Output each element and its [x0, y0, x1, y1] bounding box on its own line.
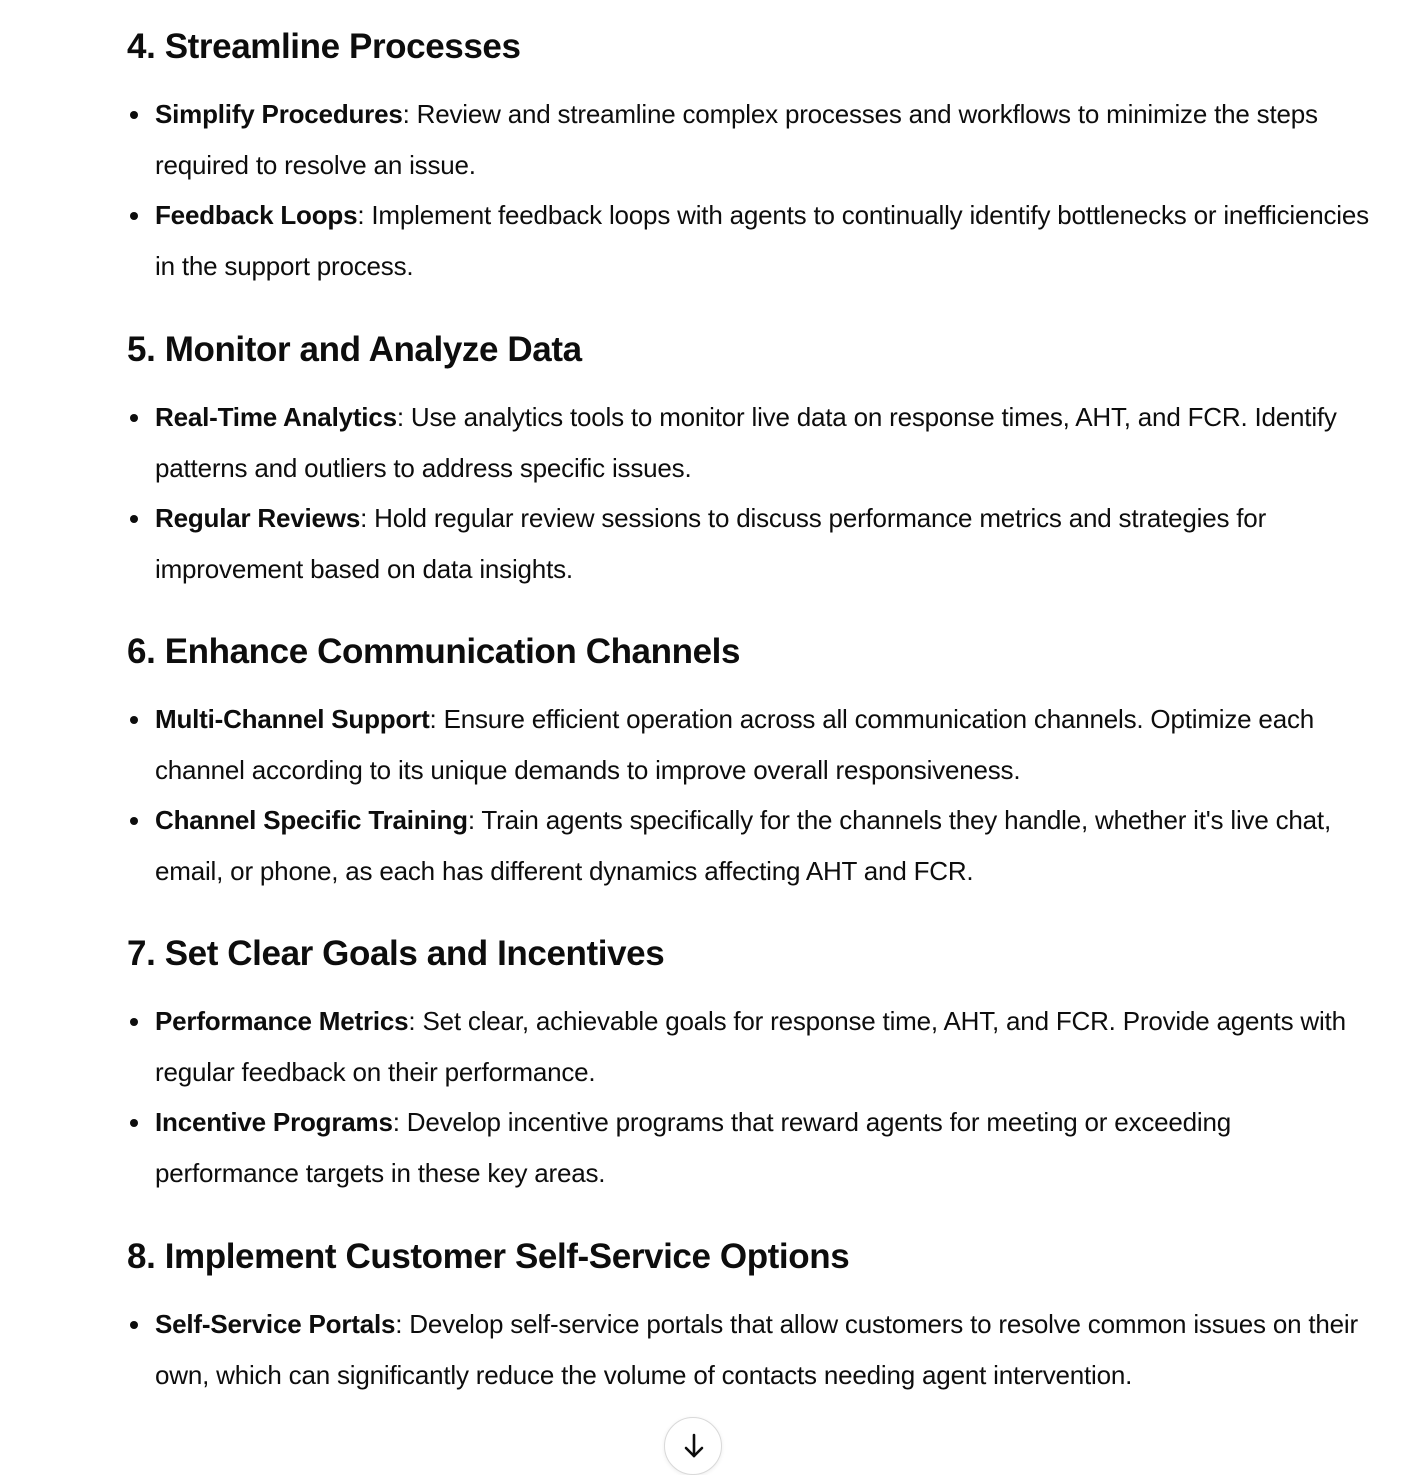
section-heading: 7. Set Clear Goals and Incentives: [127, 934, 665, 973]
bullet-dot: [130, 515, 138, 523]
bullet-dot: [130, 716, 138, 724]
item-text: : Ensure efficient operation across all communication channels. Optimize each channel according to its unique demands to improve overall responsiveness.: [155, 704, 1315, 785]
item-text: : Implement feedback loops with agents to continually identify bottlenecks or inefficiencies in the support process.: [155, 200, 1369, 281]
list-item: [127, 795, 1377, 896]
section-goals-incentives: [127, 931, 1377, 1198]
section-self-service: [127, 1234, 1377, 1400]
list-item: [127, 190, 1377, 291]
bullet-dot: [130, 414, 138, 422]
item-term: Self-Service Portals: [155, 1309, 396, 1339]
item-text: : Develop incentive programs that reward agents for meeting or exceeding performance targets in these key areas.: [155, 1107, 1231, 1188]
section-heading: 6. Enhance Communication Channels: [127, 632, 741, 671]
item-term: Incentive Programs: [155, 1107, 393, 1137]
bullet-list: [127, 392, 1377, 594]
item-term: Real-Time Analytics: [155, 402, 397, 432]
section-heading: 8. Implement Customer Self-Service Options: [127, 1237, 850, 1276]
item-term: Multi-Channel Support: [155, 704, 430, 734]
section-streamline-processes: [127, 24, 1377, 291]
item-text: : Use analytics tools to monitor live data on response times, AHT, and FCR. Identify patterns and outliers to address specific issues.: [155, 402, 1337, 483]
section-monitor-analyze-data: [127, 327, 1377, 594]
list-item: [127, 694, 1377, 795]
bullet-dot: [130, 1119, 138, 1127]
section-heading: 4. Streamline Processes: [127, 27, 521, 66]
bullet-dot: [130, 1018, 138, 1026]
item-text: : Develop self-service portals that allow customers to resolve common issues on their own, which can significantly reduce the volume of contacts needing agent intervention.: [155, 1309, 1358, 1390]
item-text: : Train agents specifically for the channels they handle, whether it's live chat, email, or phone, as each has different dynamics affecting AHT and FCR.: [155, 805, 1331, 886]
item-term: Feedback Loops: [155, 200, 358, 230]
item-text: : Set clear, achievable goals for response time, AHT, and FCR. Provide agents with regular feedback on their performance.: [155, 1006, 1346, 1087]
item-term: Performance Metrics: [155, 1006, 409, 1036]
bullet-dot: [130, 212, 138, 220]
section-enhance-communication: [127, 629, 1377, 896]
item-text: : Hold regular review sessions to discuss performance metrics and strategies for improvement based on data insights.: [155, 503, 1267, 584]
item-term: Simplify Procedures: [155, 99, 403, 129]
bullet-dot: [130, 1321, 138, 1329]
item-term: Channel Specific Training: [155, 805, 468, 835]
bullet-dot: [130, 817, 138, 825]
list-item: [127, 493, 1377, 594]
bullet-list: [127, 694, 1377, 896]
item-term: Regular Reviews: [155, 503, 361, 533]
item-text: : Review and streamline complex processes and workflows to minimize the steps required to resolve an issue.: [155, 99, 1318, 180]
bullet-dot: [130, 111, 138, 119]
bullet-list: [127, 996, 1377, 1198]
bullet-list: [127, 1299, 1377, 1400]
arrow-down-icon: [683, 1432, 705, 1462]
scroll-to-bottom-button[interactable]: [664, 1417, 722, 1475]
list-item: [127, 996, 1377, 1097]
section-heading: 5. Monitor and Analyze Data: [127, 330, 582, 369]
list-item: [127, 1299, 1377, 1400]
list-item: [127, 1097, 1377, 1198]
list-item: [127, 89, 1377, 190]
bullet-list: [127, 89, 1377, 291]
list-item: [127, 392, 1377, 493]
